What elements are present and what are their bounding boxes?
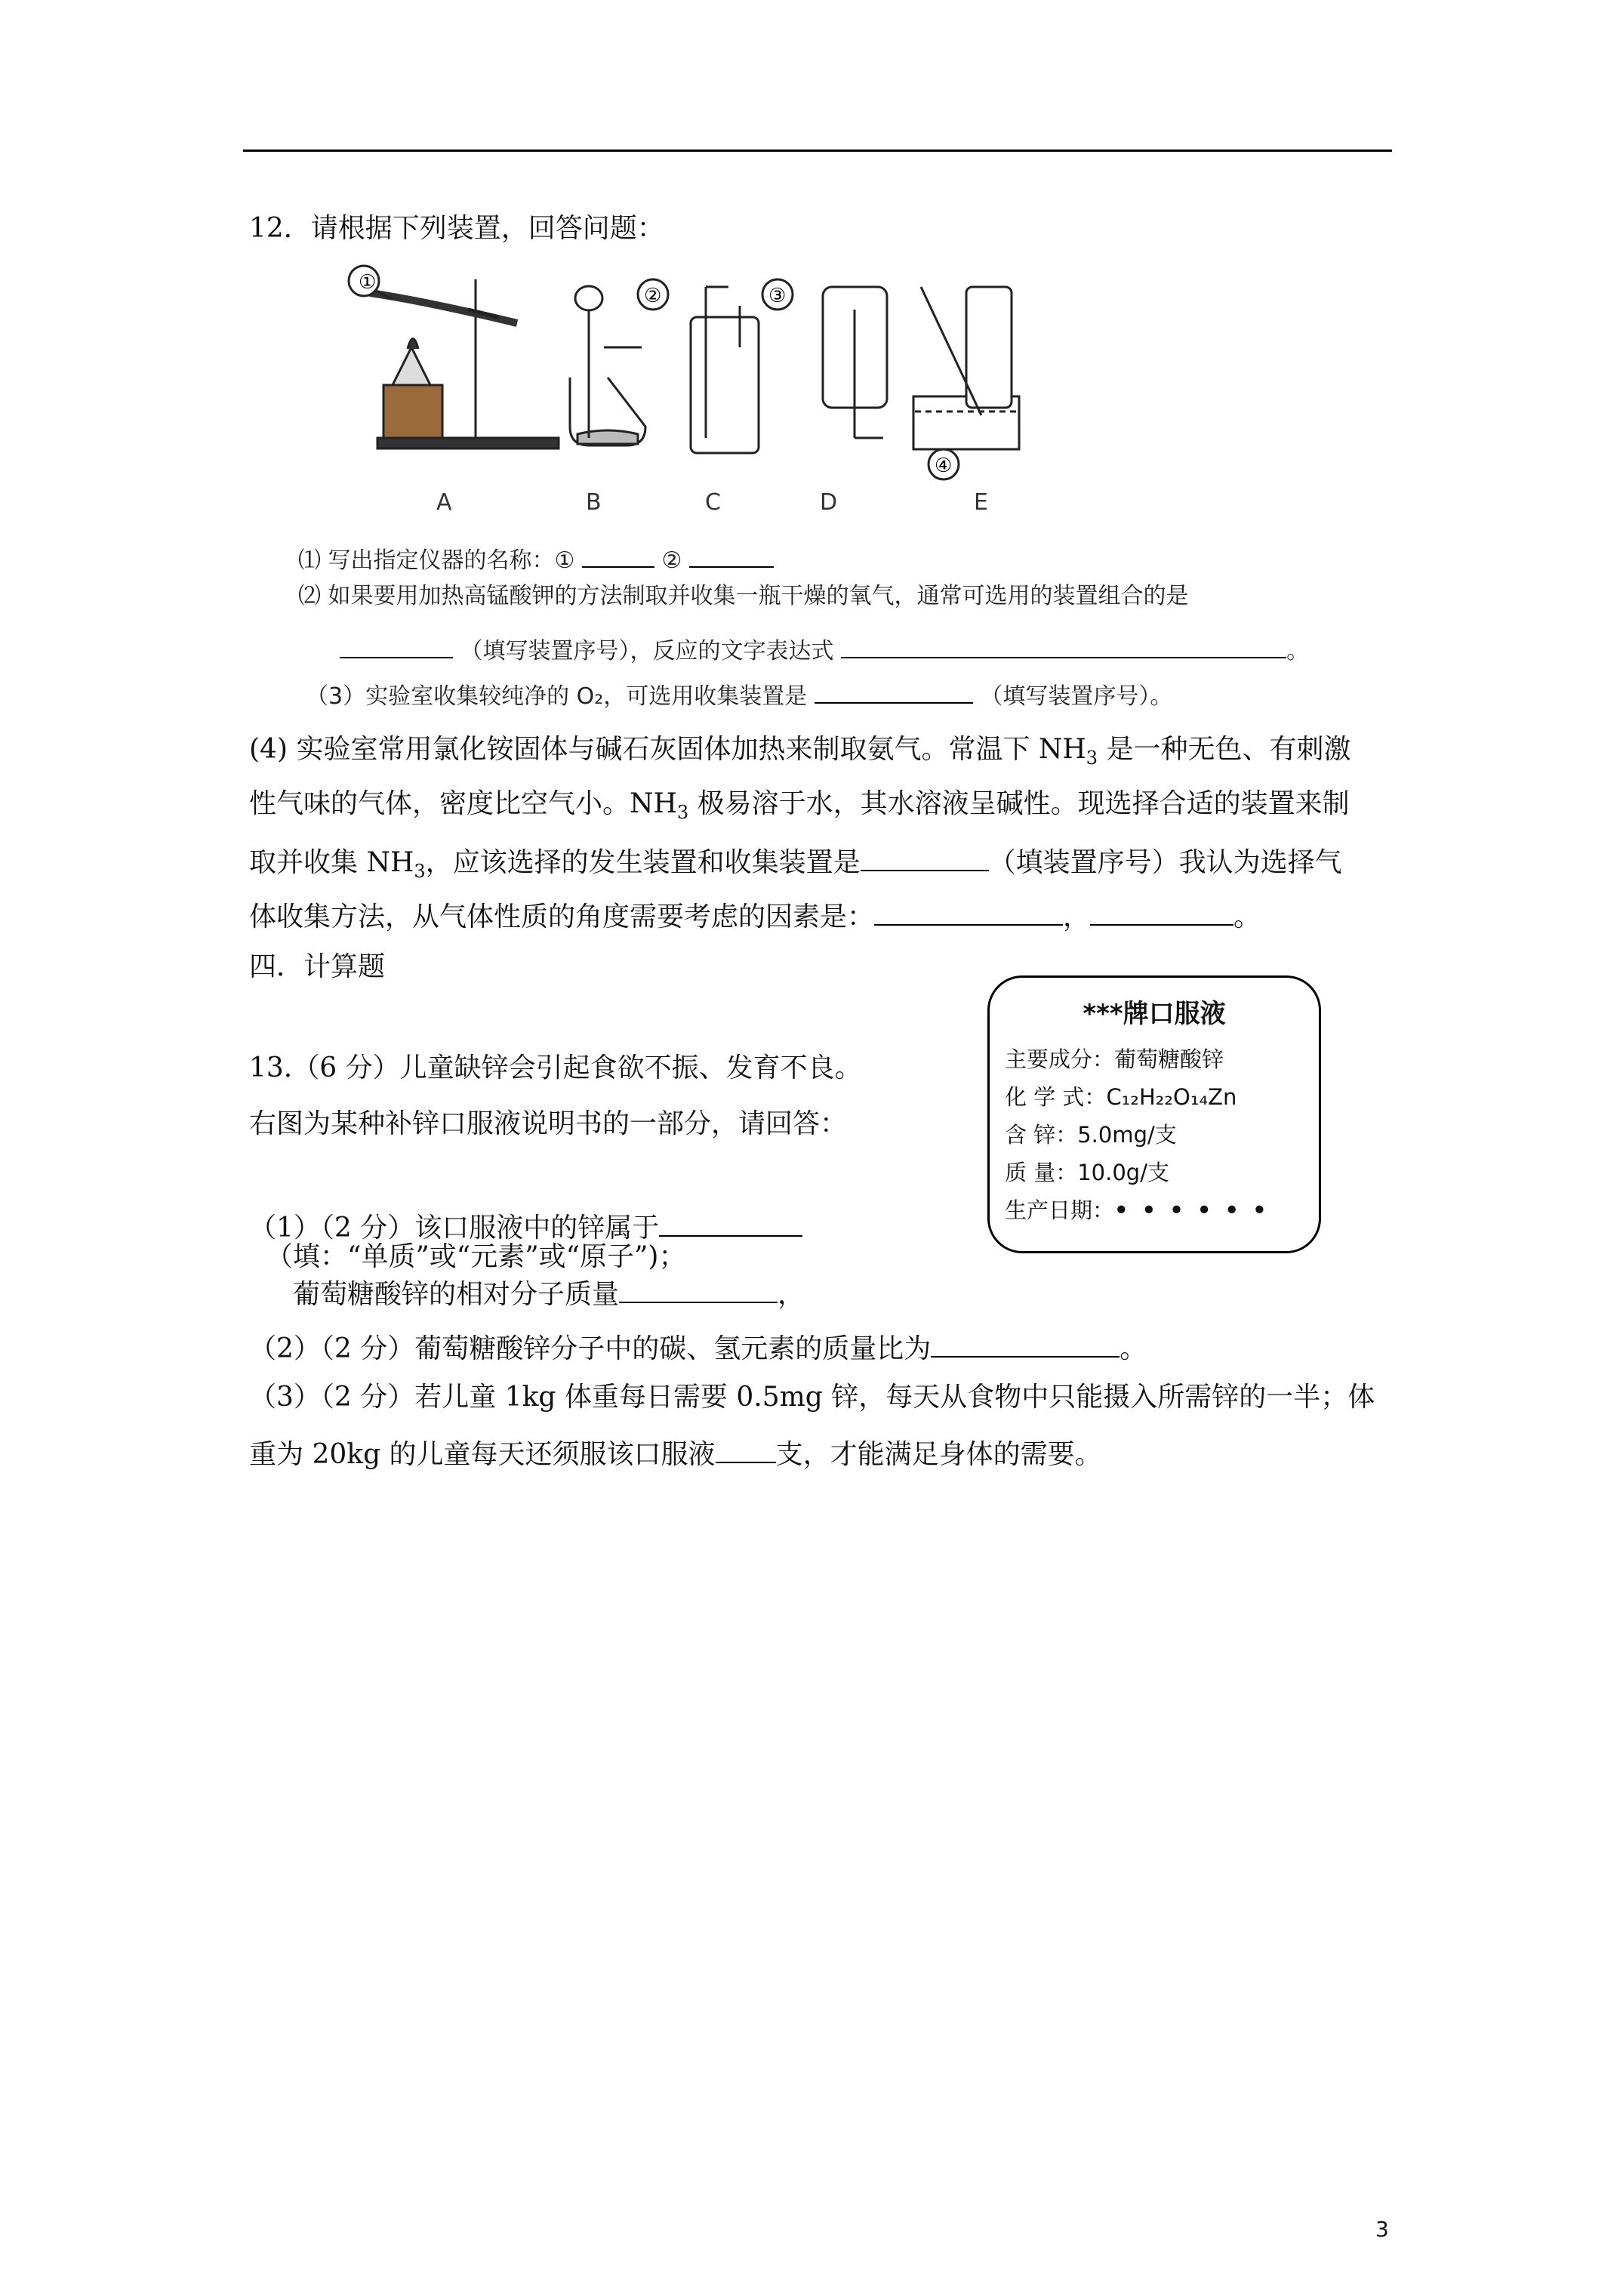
q13-line2: 右图为某种补锌口服液说明书的一部分，请回答： [249, 1108, 848, 1139]
blank-13-4[interactable] [716, 1432, 776, 1463]
q13-part3-l2: 重为 20kg 的儿童每天还须服该口服液 支，才能满足身体的需要。 [249, 1432, 1102, 1474]
q13-part2: （2）（2 分）葡萄糖酸锌分子中的碳、氢元素的质量比为 。 [249, 1326, 1147, 1368]
blank-1b[interactable] [689, 536, 774, 568]
blank-13-2[interactable] [619, 1271, 778, 1303]
apparatus-e [913, 287, 1019, 479]
q12-part4-l3: 取并收集 $NH_3$，应该选择的发生装置和收集装置是 （填装置序号）我认为选择气 [249, 840, 1342, 890]
q12-part4-l2: 性气味的气体，密度比空气小。$NH_3$ 极易溶于水，其水溶液呈碱性。现选择合适的装置来制 [249, 788, 1350, 823]
q12-part2b: （填写装置序号），反应的文字表达式 。 [340, 627, 1309, 667]
page-number: 3 [1375, 2217, 1389, 2242]
q13-part3-l1: （3）（2 分）若儿童 1kg 体重每日需要 0.5mg 锌，每天从食物中只能摄入所需锌的一半；体 [249, 1382, 1375, 1413]
medicine-label [987, 975, 1321, 1253]
q12-part3: （3）实验室收集较纯净的 O₂，可选用收集装置是 （填写装置序号）。 [306, 672, 1172, 712]
apparatus-a [349, 266, 559, 448]
apparatus-d [823, 287, 887, 438]
blank-3[interactable] [815, 672, 973, 704]
label-row-date: 生产日期：• • • • • • [1005, 1197, 1270, 1223]
q13-part1: （1）（2 分）该口服液中的锌属于 [249, 1205, 802, 1247]
blank-2a[interactable] [340, 627, 453, 658]
header-rule [243, 149, 1392, 152]
label-row-mass: 质 量：10.0g/支 [1005, 1160, 1169, 1185]
label-row-formula: 化 学 式：C₁₂H₂₂O₁₄Zn [1005, 1084, 1237, 1110]
marker-2: ② [644, 285, 662, 307]
q13-part1-b: 葡萄糖酸锌的相对分子质量 ， [293, 1271, 805, 1314]
fig-label-c: C [705, 489, 721, 516]
marker-4: ④ [935, 455, 953, 477]
marker-3: ③ [768, 285, 787, 307]
blank-13-1[interactable] [659, 1205, 802, 1237]
blank-4c[interactable] [1090, 894, 1233, 926]
fig-label-a: A [436, 489, 452, 516]
q12-part2: ⑵ 如果要用加热高锰酸钾的方法制取并收集一瓶干燥的氧气，通常可选用的装置组合的是 [298, 583, 1189, 609]
label-title: ***牌口服液 [1083, 999, 1226, 1029]
blank-13-3[interactable] [931, 1326, 1119, 1358]
fig-label-d: D [820, 489, 838, 516]
q12-intro: 12．请根据下列装置，回答问题： [249, 213, 664, 244]
q13-part1-hint: （填：“单质”或“元素”或“原子”)； [266, 1241, 686, 1272]
q12-part1: ⑴ 写出指定仪器的名称：① ② [298, 536, 774, 576]
fig-label-b: B [586, 489, 602, 516]
q12-part4-l4: 体收集方法，从气体性质的角度需要考虑的因素是： ， 。 [249, 894, 1261, 936]
label-row-zinc: 含 锌：5.0mg/支 [1005, 1122, 1177, 1148]
label-row-ingredient: 主要成分：葡萄糖酸锌 [1005, 1046, 1224, 1072]
section-heading: 四．计算题 [249, 951, 386, 982]
blank-4b[interactable] [874, 894, 1063, 926]
blank-4a[interactable] [861, 840, 989, 871]
apparatus-figure [347, 264, 1027, 521]
blank-1a[interactable] [582, 536, 654, 568]
q12-part4-l1: (4) 实验室常用氯化铵固体与碱石灰固体加热来制取氨气。常温下 $NH_3$ 是一种无色、有刺激 [249, 734, 1351, 769]
fig-label-e: E [974, 489, 988, 516]
q13-line1: 13.（6 分）儿童缺锌会引起食欲不振、发育不良。 [249, 1052, 862, 1083]
marker-1: ① [359, 271, 377, 294]
blank-2b[interactable] [841, 627, 1286, 658]
